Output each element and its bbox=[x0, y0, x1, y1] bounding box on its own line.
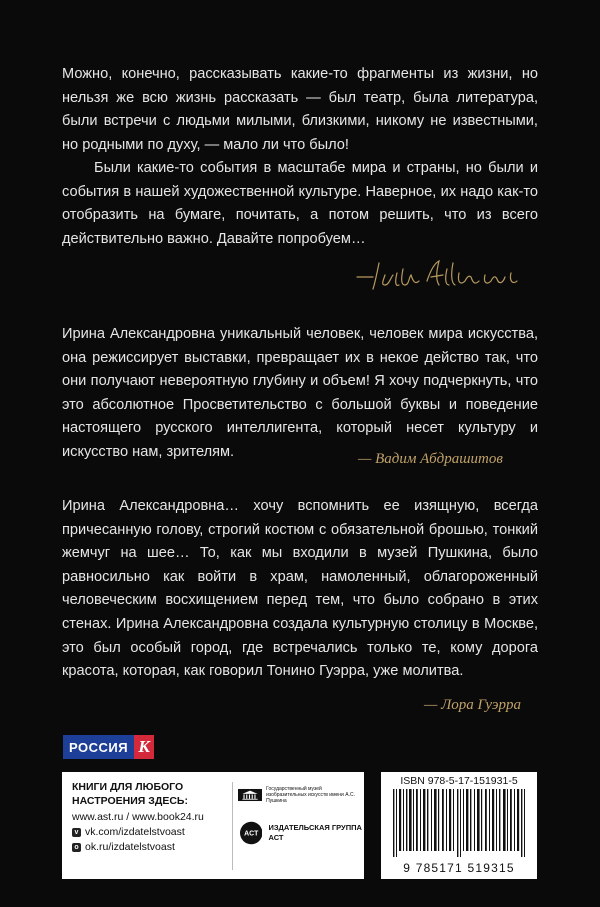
publisher-logo bbox=[240, 820, 364, 846]
sites-link[interactable]: www.ast.ru / www.book24.ru bbox=[72, 811, 204, 823]
sites-row bbox=[72, 810, 232, 825]
barcode-digits: 9 785171 519315 bbox=[403, 861, 515, 875]
info-header: КНИГИ ДЛЯ ЛЮБОГО НАСТРОЕНИЯ ЗДЕСЬ: bbox=[72, 781, 188, 807]
paragraph-quote-abdrashitov: Ирина Александровна уникальный человек, человек мира искусства, она режиссирует выставки, превращает их в некое действо так, что они получают невероятную глубину и объем! Я хочу подчеркнуть, что это абсолютное Просветительство с большой буквы и поведение настоящего русского интеллигента, который несет культуру и искусство нам, зрителям. bbox=[62, 326, 538, 460]
paragraph-events: Были какие-то события в масштабе мира и страны, но были и события в нашей художественной культуре. Наверное, их надо как-то отобразить на бумаге, почитать, а потом решить, что из всего действительно важно. Давайте попробуем… bbox=[62, 160, 538, 247]
isbn-label: ISBN 978-5-17-151931-5 bbox=[400, 775, 518, 787]
barcode-box bbox=[381, 772, 537, 879]
vk-row bbox=[72, 825, 232, 840]
info-links bbox=[72, 780, 232, 855]
museum-name: Государственный музей изобразительных искусств имени А.С. Пушкина bbox=[266, 786, 355, 804]
attribution-guerra: — Лора Гуэрра bbox=[424, 697, 521, 713]
vk-link[interactable]: vk.com/izdatelstvoast bbox=[85, 826, 185, 838]
museum-building-icon bbox=[238, 784, 262, 806]
signature-image bbox=[355, 255, 545, 295]
publisher-name: ИЗДАТЕЛЬСКАЯ ГРУППА АСТ bbox=[268, 823, 362, 842]
ok-link[interactable]: ok.ru/izdatelstvoast bbox=[85, 841, 175, 853]
russia-logo-text: РОССИЯ bbox=[63, 735, 134, 759]
paragraph-quote-guerra: Ирина Александровна… хочу вспомнить ее изящную, всегда причесанную голову, строгий костюм с обязательной брошью, тонкий жемчуг на шее… То, как мы входили в музей Пушкина, было равносильно как войти в храм, намоленный, облагороженный человеческим восхищением перед тем, что было собрано в этих стенах. Ирина Александровна создала культурную столицу в Москве, это был особый город, где встречались только те, кому дорога красота, которая, как говорил Тонино Гуэрра, уже молитва. bbox=[62, 498, 538, 680]
info-box bbox=[62, 772, 364, 879]
attribution-abdrashitov: — Вадим Абдрашитов bbox=[358, 451, 503, 467]
russia-k-logo bbox=[63, 735, 154, 759]
ok-icon: o bbox=[72, 843, 81, 852]
barcode-image bbox=[391, 789, 527, 857]
ast-logo-icon bbox=[240, 820, 262, 846]
paragraph-intro: Можно, конечно, рассказывать какие-то фрагменты из жизни, но нельзя же всю жизнь рассказать — был театр, была литература, были встречи с людьми милыми, близкими, никому не известными, но родными по духу, — мало ли что было! bbox=[62, 66, 538, 153]
k-logo-mark: К bbox=[134, 735, 154, 759]
museum-logo bbox=[238, 784, 358, 806]
ast-mark-text: ACT bbox=[244, 830, 259, 838]
ok-row bbox=[72, 840, 232, 855]
info-divider bbox=[232, 782, 233, 870]
vk-icon: v bbox=[72, 828, 81, 837]
